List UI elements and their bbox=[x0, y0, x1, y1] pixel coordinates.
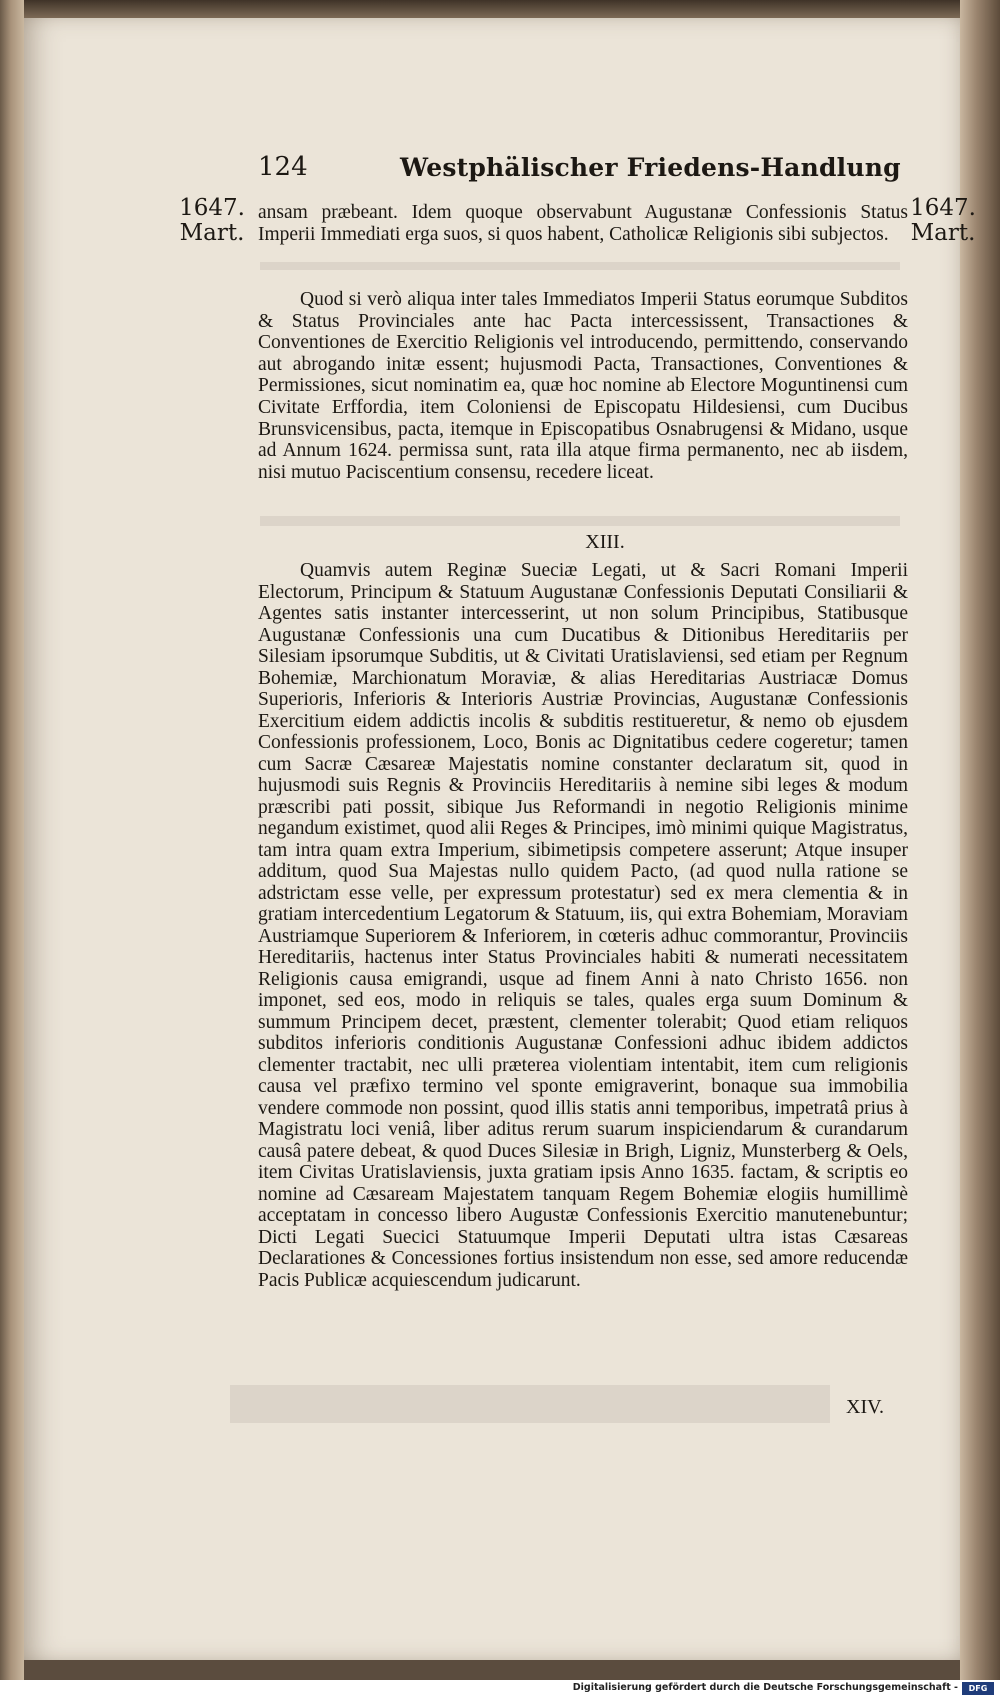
paragraph-text: ansam præbeant. Idem quoque observabunt Augustanæ Confessionis Status Imperii Immediati erga suos, si quos habent, Catholicæ Religionis sibi subjectos. bbox=[258, 202, 908, 245]
bleed-through-shadow bbox=[260, 516, 900, 526]
margin-note-left bbox=[177, 196, 247, 246]
running-head: Westphälischer Friedens-Handlung bbox=[400, 153, 901, 182]
book-spine-edge bbox=[0, 0, 24, 1698]
catchword: XIV. bbox=[846, 1396, 884, 1418]
footer-credit: Digitalisierung gefördert durch die Deutsche Forschungsgemeinschaft - bbox=[572, 1682, 958, 1693]
paragraph-continuation bbox=[258, 202, 908, 245]
page-number: 124 bbox=[258, 152, 308, 182]
paragraph-text: Quamvis autem Reginæ Sueciæ Legati, ut & Sacri Romani Imperii Electorum, Principum & Statuum Augustanæ Confessionis Deputati Consiliarii & Agentes satis instanter intercesserint, ut non solum Principibus, Statibusque Augustanæ Confessionis una cum Ducatibus & Ditionibus Hereditariis per Silesiam ipsorumque Subditis, ut & Civitati Uratislaviensi, sed etiam per Regnum Bohemiæ, Marchionatum Moraviæ, & alias Hereditarias Austriacæ Domus Superioris, Inferioris & Interioris Austriæ Provincias, Augustanæ Confessionis Exercitium eidem addictis incolis & subditis restitueretur, & nemo ob ejusdem Confessionis professionem, Loco, Bonis ac Dignitatibus cedere cogeretur; tamen cum Sacræ Cæsareæ Majestatis nomine constanter declaratum sit, quod in hujusmodi suis Regnis & Provinciis Hereditariis à nemine sibi leges & modum præscribi pati possit, sibique Jus Reformandi in negotio Religionis minime negandum existimet, quod alii Reges & Principes, imò minimi quique Magistratus, tam intra quam extra Imperium, sibimetipsis competere asserunt; Atque insuper additum, quod Sua Majestas nullo quidem Pacto, (ad quod nulla ratione se adstrictam esse velle, per expressum protestatur) sed ex mera clementia & in gratiam intercedentium Legatorum & Statuum, iis, qui extra Bohemiam, Moraviam Austriamque Superiorem & Inferiorem, in cœteris adhuc commorantur, Provinciis Hereditariis, hactenus inter Status Provinciales habiti & numerati necessitatem Religionis causa emigrandi, usque ad finem Anni à nato Christo 1656. non imponet, sed eos, modo in reliquis se tales, quales erga suum Dominum & summum Principem decet, præstent, clementer tolerabit; Quod etiam reliquos subditos inferioris conditionis Augustanæ Confessioni adhuc ibidem addictos clementer tractabit, nec ulli præterea violentiam intentabit, item cum religionis causa vel præfixo termino vel sponte emigraverint, bonaque sua immobilia vendere commode non possint, quod illis statis anni temporibus, impetratâ prius à Magistratu loci veniâ, liber aditus rerum suarum inspiciendarum & curandarum causâ patere debeat, & quod Duces Silesiæ in Brigh, Ligniz, Munsterberg & Oels, item Civitas Uratislaviensis, juxta gratiam ipsis Anno 1635. factam, & scriptis eo nomine ad Cæsaream Majestatem tanquam Regem Bohemiæ elogiis humillimè acceptatam in concesso libero Augustæ Confessionis Exercitio manutenebuntur; Dicti Legati Suecici Statuumque Imperii Deputati ultra istas Cæsareas Declarationes & Concessiones fortius insistendum non esse, sed amore reducendæ Pacis Publicæ acquiescendum judicarunt. bbox=[258, 560, 908, 1291]
paragraph bbox=[258, 289, 908, 483]
paragraph bbox=[258, 560, 908, 1291]
section-heading: XIII. bbox=[585, 531, 625, 553]
bleed-through-shadow bbox=[230, 1385, 830, 1423]
margin-note-right bbox=[908, 196, 978, 246]
book-fore-edge bbox=[960, 0, 1000, 1698]
margin-month: Mart. bbox=[179, 220, 245, 246]
margin-year: 1647. bbox=[179, 195, 245, 221]
paragraph-text: Quod si verò aliqua inter tales Immediatos Imperii Status eorumque Subditos & Status Provinciales ante hac Pacta intercessissent, Transactiones & Conventiones de Exercitio Religionis vel introducendo, permittendo, conservando aut abrogando initæ essent; hujusmodi Pacta, Transactiones, Conventiones & Permissiones, sicut nominatim ea, quæ hoc nomine ab Electore Moguntinensi cum Civitate Erffordia, item Coloniensi de Episcopatu Hildesiensi, cum Ducibus Brunsvicensibus, pacta, itemque in Episcopatibus Osnabrugensi & Midano, usque ad Annum 1624. permissa sunt, rata illa atque firma permanento, nec ab iisdem, nisi mutuo Paciscentium consensu, recedere liceat. bbox=[258, 289, 908, 483]
margin-year: 1647. bbox=[910, 195, 976, 221]
bleed-through-shadow bbox=[260, 262, 900, 270]
margin-month: Mart. bbox=[910, 220, 976, 246]
dfg-logo: DFG bbox=[962, 1682, 994, 1695]
